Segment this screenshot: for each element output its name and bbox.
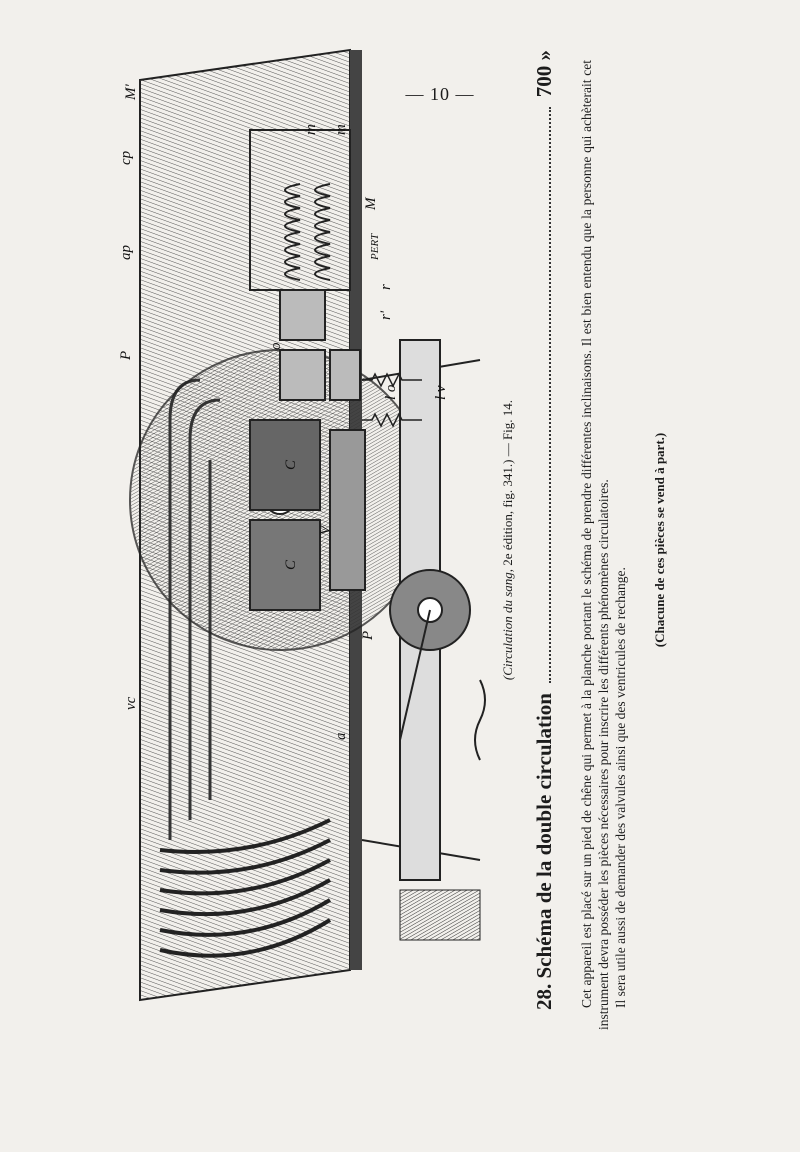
item-description [578, 60, 629, 1030]
label-ap: ap [118, 245, 134, 260]
caption-source: (Circulation du sang, [500, 568, 515, 681]
label-P-bottom: P [360, 630, 376, 640]
label-C1: C [283, 559, 299, 570]
label-r1: r [378, 284, 394, 290]
caption-edition: 2e édition, fig. 341.) [500, 459, 515, 566]
label-m2: m [333, 124, 349, 135]
label-M: M [363, 197, 379, 210]
base-block [400, 890, 480, 940]
label-V: V [318, 525, 334, 535]
description-paragraph-2: Il sera utile aussi de demander des valvules ainsi que des ventricules de rechange. [613, 567, 628, 1008]
description-paragraph-1: Cet appareil est placé sur un pied de chêne qui permet à la planche portant le schéma de prendre différentes inclinaisons. Il est bien entendu que la personne qui achèterait cet instrument devra posséder les pièces nécessaires pour inscrire les différents phénomènes circulatoires. [579, 60, 611, 1030]
label-a: a [333, 732, 349, 740]
page-number: — 10 — [405, 84, 475, 104]
label-lo: l o [383, 384, 399, 400]
label-pert: PERT [369, 233, 381, 260]
circulation-apparatus-engraving [100, 40, 490, 1040]
label-C2: C [283, 459, 299, 470]
label-P-top: P [118, 350, 134, 360]
caption-fig-number: — Fig. 14. [500, 399, 515, 457]
sale-note: (Chacune de ces pièces se vend à part.) [652, 432, 667, 648]
item-heading [532, 50, 557, 1010]
label-m1: m [303, 124, 319, 135]
dotted-leader [549, 107, 551, 683]
label-r2: r' [378, 310, 394, 320]
rotated-content [100, 40, 680, 1040]
label-lv: l v [433, 385, 449, 400]
label-cp: cp [118, 150, 134, 165]
item-title: 28. Schéma de la double circulation [532, 693, 556, 1010]
label-vc: vc [123, 696, 139, 710]
item-price: 700 » [532, 50, 556, 98]
label-M-prime: M' [123, 84, 139, 100]
label-o: o [268, 342, 284, 350]
figure-caption [500, 40, 516, 1040]
